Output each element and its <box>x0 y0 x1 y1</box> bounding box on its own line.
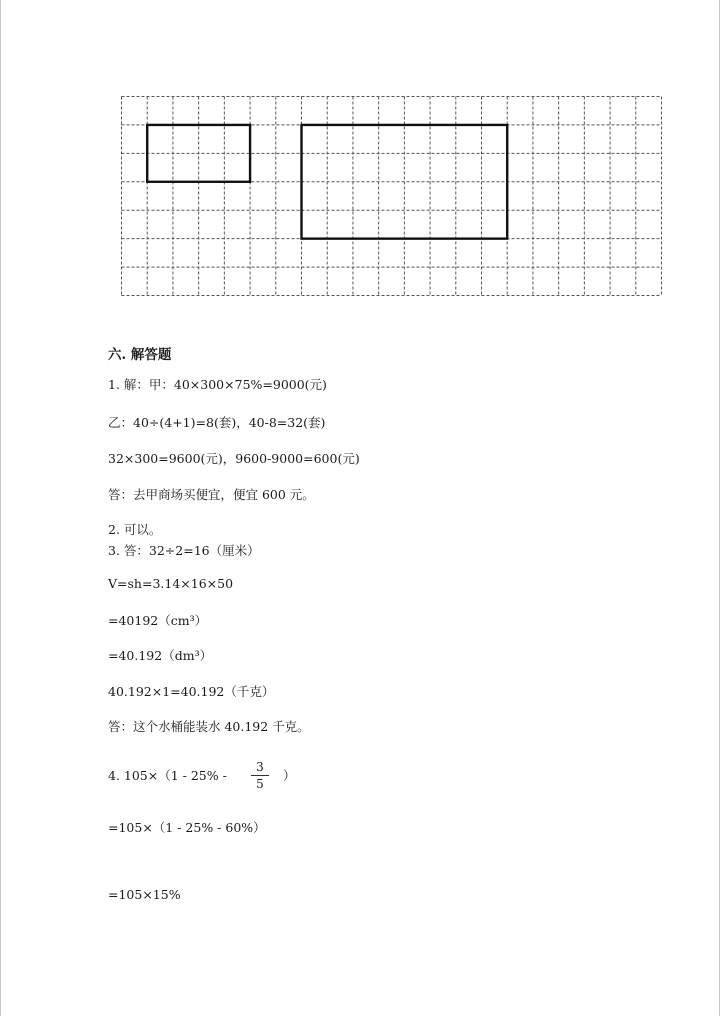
q4-fraction-bar <box>251 775 269 776</box>
q1-line-1: 1. 解：甲：40×300×75%=9000(元) <box>108 377 327 392</box>
q4-line-1: 4. 105×（1 - 25% - <box>108 768 227 783</box>
q1-line-3: 32×300=9600(元)，9600-9000=600(元) <box>108 451 360 466</box>
q2-line-1: 2. 可以。 <box>108 522 162 537</box>
q4-fraction-denominator: 5 <box>256 777 264 791</box>
q3-line-4: =40.192（dm³） <box>108 648 213 663</box>
section-title: 六. 解答题 <box>108 347 172 363</box>
square-grid-figure <box>121 96 662 296</box>
q3-line-2: V=sh=3.14×16×50 <box>108 576 234 591</box>
q1-line-4: 答：去甲商场买便宜，便宜 600 元。 <box>108 487 315 502</box>
q1-line-2: 乙：40÷(4+1)=8(套)，40-8=32(套) <box>108 415 326 430</box>
q4-line-2: =105×（1 - 25% - 60%） <box>108 820 266 835</box>
q4-line-1-close: ） <box>283 768 296 783</box>
q3-line-5: 40.192×1=40.192（千克） <box>108 684 275 699</box>
grid-svg <box>121 96 662 296</box>
q3-line-6: 答：这个水桶能装水 40.192 千克。 <box>108 719 310 734</box>
q4-line-3: =105×15% <box>108 887 181 902</box>
q3-line-3: =40192（cm³） <box>108 613 208 628</box>
q3-line-1: 3. 答：32÷2=16（厘米） <box>108 543 260 558</box>
q4-fraction-numerator: 3 <box>256 760 264 774</box>
